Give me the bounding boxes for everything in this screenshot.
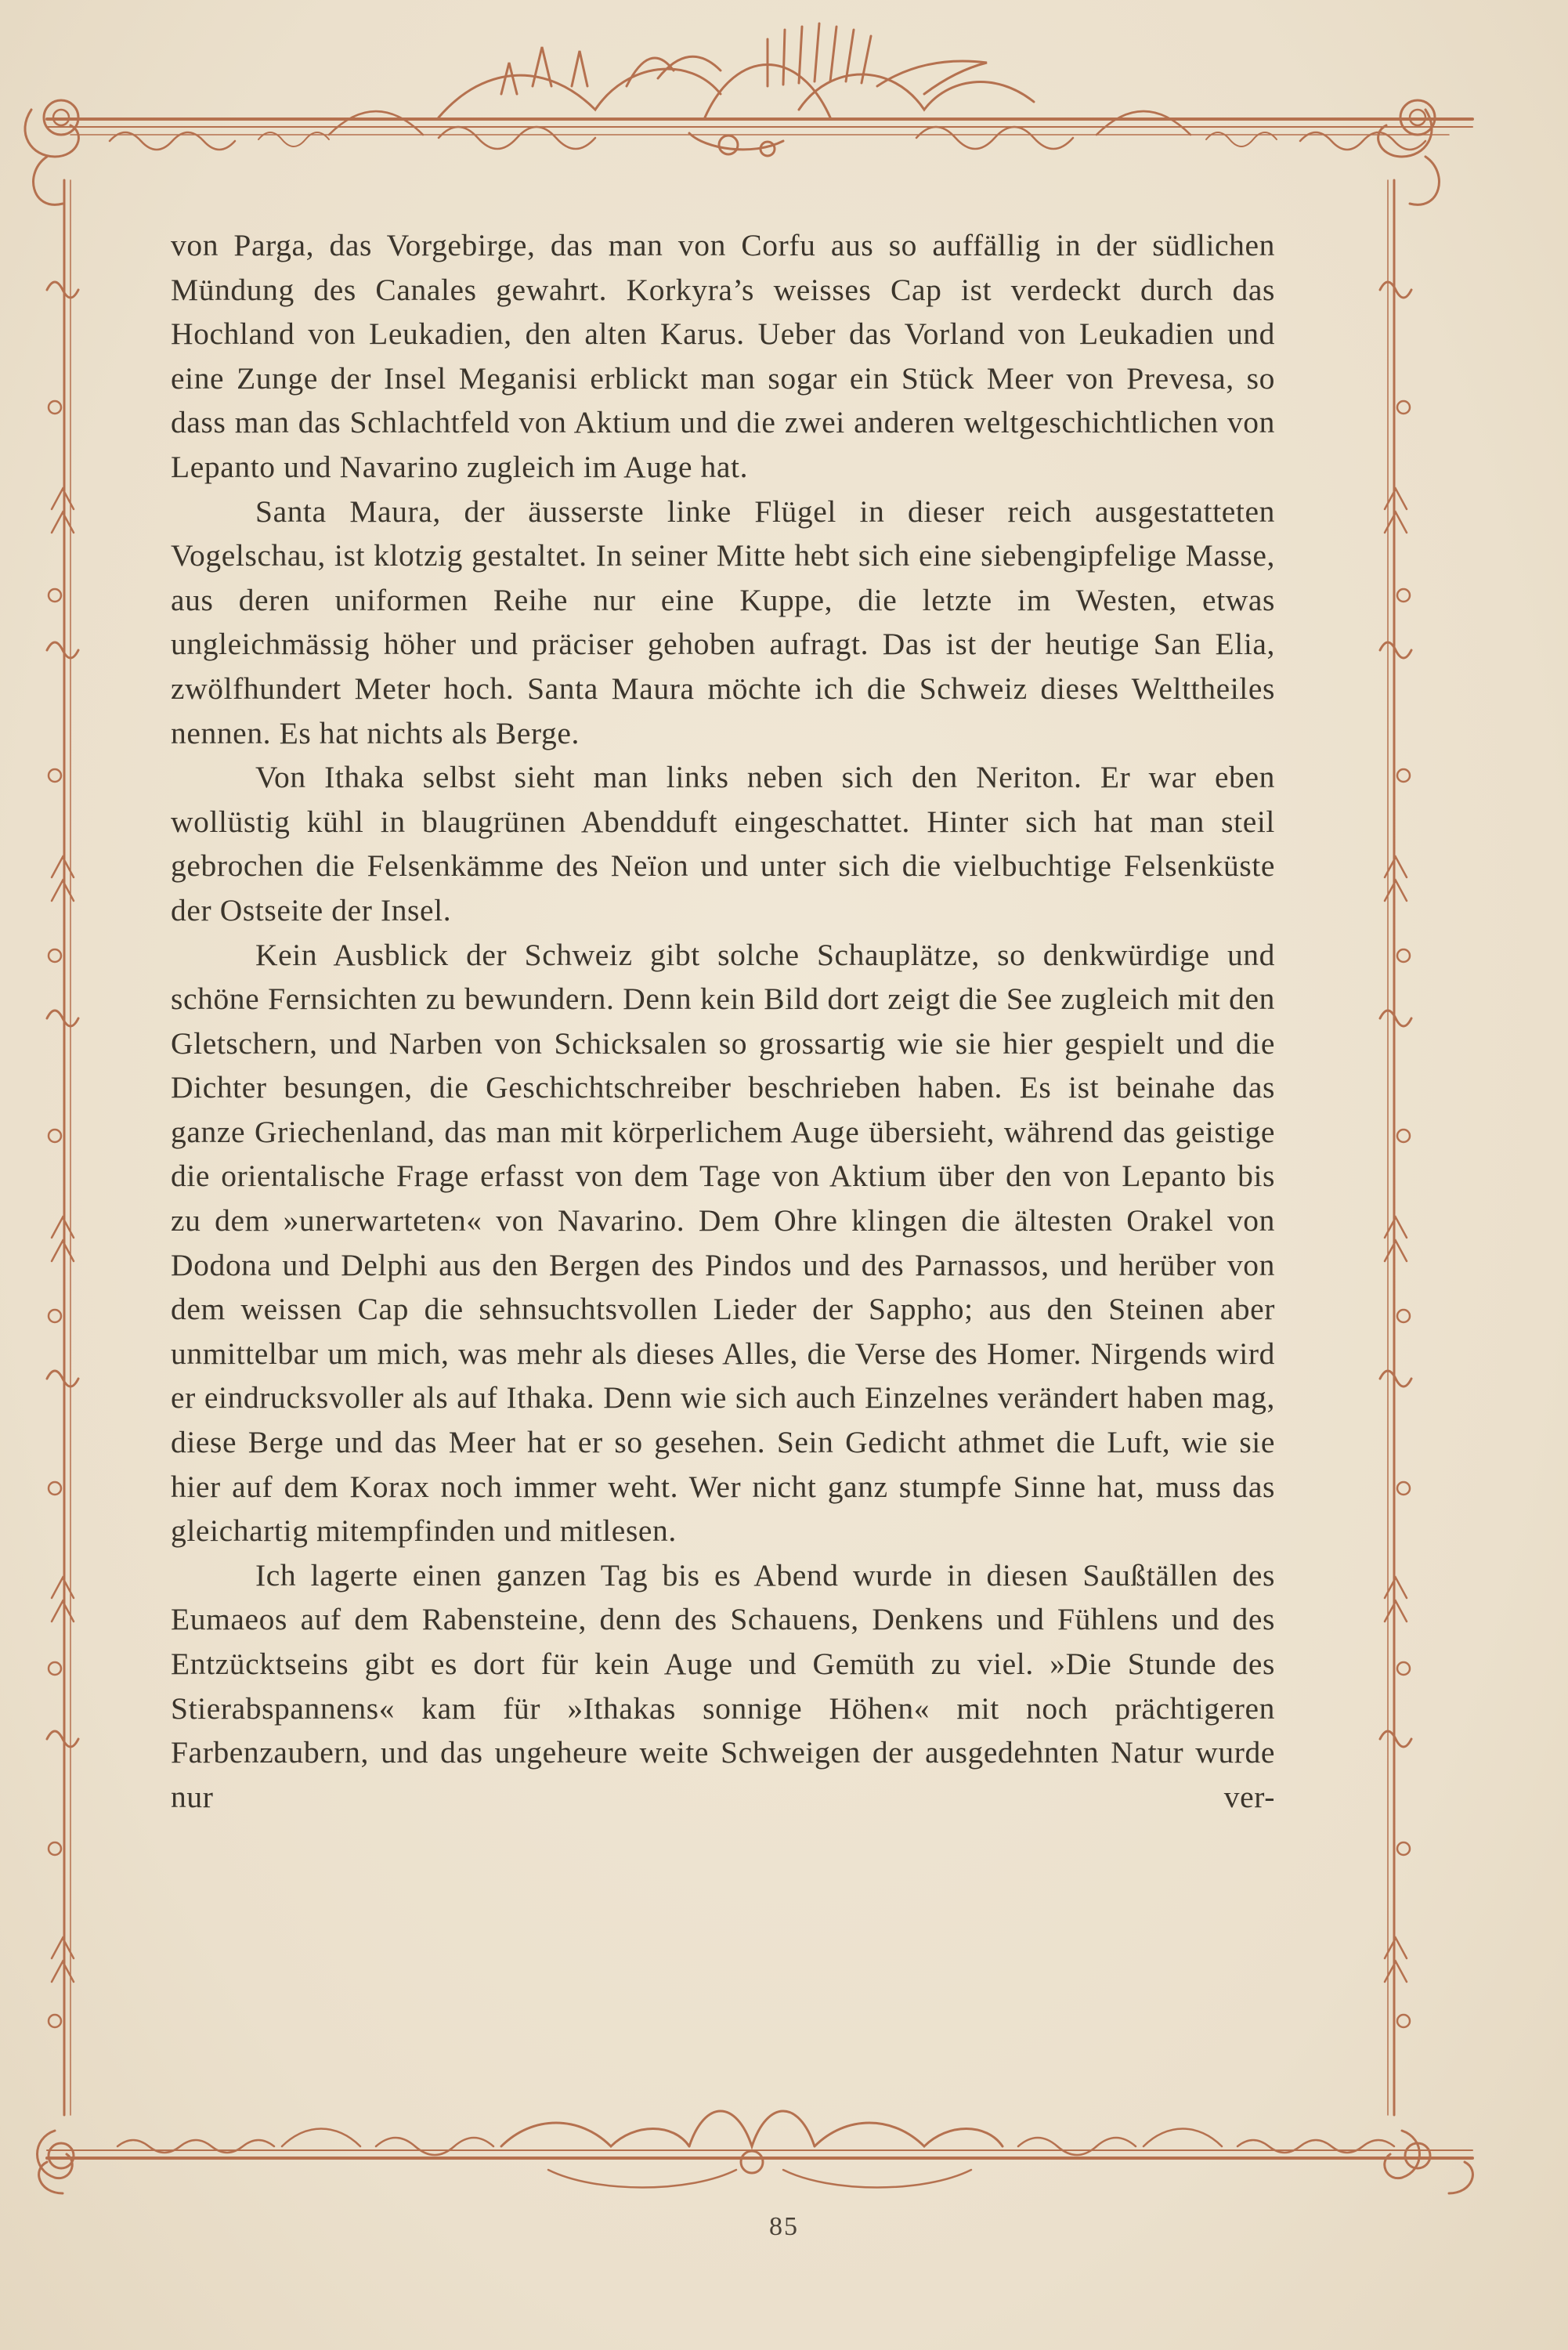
paragraph-4: Kein Ausblick der Schweiz gibt solche Schauplätze, so denkwürdige und schöne Fernsichten zu bewundern. Denn kein Bild dort zeigt die See zugleich mit den Gletschern, und Narben von Schicksalen so grossartig wie sie hier gespielt und die Dichter besungen, die Geschichtschreiber beschrieben haben. Es ist beinahe das ganze Griechenland, das man mit körperlichem Auge übersieht, während das geistige die orientalische Frage erfasst von dem Tage von Aktium über den von Lepanto bis zu dem »unerwarteten« von Navarino. Dem Ohre klingen die ältesten Orakel von Dodona und Delphi aus den Bergen des Pindos und des Parnassos, und herüber von dem weissen Cap die sehnsuchtsvollen Lieder der Sappho; aus den Steinen aber unmittelbar um mich, was mehr als dieses Alles, die Verse des Homer. Nirgends wird er eindrucksvoller als auf Ithaka. Denn wie sich auch Einzelnes verändert haben mag, diese Berge und das Meer hat er so gesehen. Sein Gedicht athmet die Luft, wie sie hier auf dem Korax noch immer weht. Wer nicht ganz stumpfe Sinne hat, muss das gleichartig mitempfinden und mitlesen. — [171, 937, 1275, 1549]
left-border — [38, 180, 79, 2178]
page-number: 85 — [769, 2212, 799, 2241]
paragraph-2: Santa Maura, der äusserste linke Flügel in dieser reich ausgestatteten Vogelschau, ist klotzig gestaltet. In seiner Mitte hebt sich eine siebengipfelige Masse, aus deren uniformen Reihe nur eine Kuppe, die letzte im Westen, etwas ungleichmässig höher und präciser gehoben aufragt. Das ist der heutige San Elia, zwölfhundert Meter hoch. Santa Maura möchte ich die Schweiz dieses Welttheiles nennen. Es hat nichts als Berge. — [171, 494, 1275, 750]
top-border — [25, 24, 1472, 204]
paragraph-1: von Parga, das Vorgebirge, das man von Corfu aus so auffällig in der südlichen Mündung des Canales gewahrt. Korkyra’s weisses Cap ist verdeckt durch das Hochland von Leukadien, den alten Karus. Ueber das Vorland von Leukadien und eine Zunge der Insel Meganisi erblickt man sogar ein Stück Meer von Prevesa, so dass man das Schlachtfeld von Aktium und die zwei anderen weltgeschichtlichen von Lepanto und Navarino zugleich im Auge hat. — [171, 228, 1275, 484]
paragraph-5: Ich lagerte einen ganzen Tag bis es Abend wurde in diesen Saußtällen des Eumaeos auf dem Rabensteine, denn des Schauens, Denkens und Fühlens und des Entzücktseins gibt es dort für kein Auge und Gemüth zu viel. »Die Stunde des Stierabspannens« kam für »Ithakas sonnige Höhen« mit noch prächtigeren Farbenzaubern, und das ungeheure weite Schweigen der ausgedehnten Natur wurde nur ver- — [171, 1557, 1275, 1814]
body-text — [171, 223, 1275, 2072]
right-border — [1380, 180, 1420, 2178]
paragraph-3: Von Ithaka selbst sieht man links neben sich den Neriton. Er war eben wollüstig kühl in blaugrünen Abendduft eingeschattet. Hinter sich hat man steil gebrochen die Felsenkämme des Neïon und unter sich die vielbuchtige Felsenküste der Ostseite der Insel. — [171, 760, 1275, 927]
bottom-border — [39, 2111, 1473, 2193]
